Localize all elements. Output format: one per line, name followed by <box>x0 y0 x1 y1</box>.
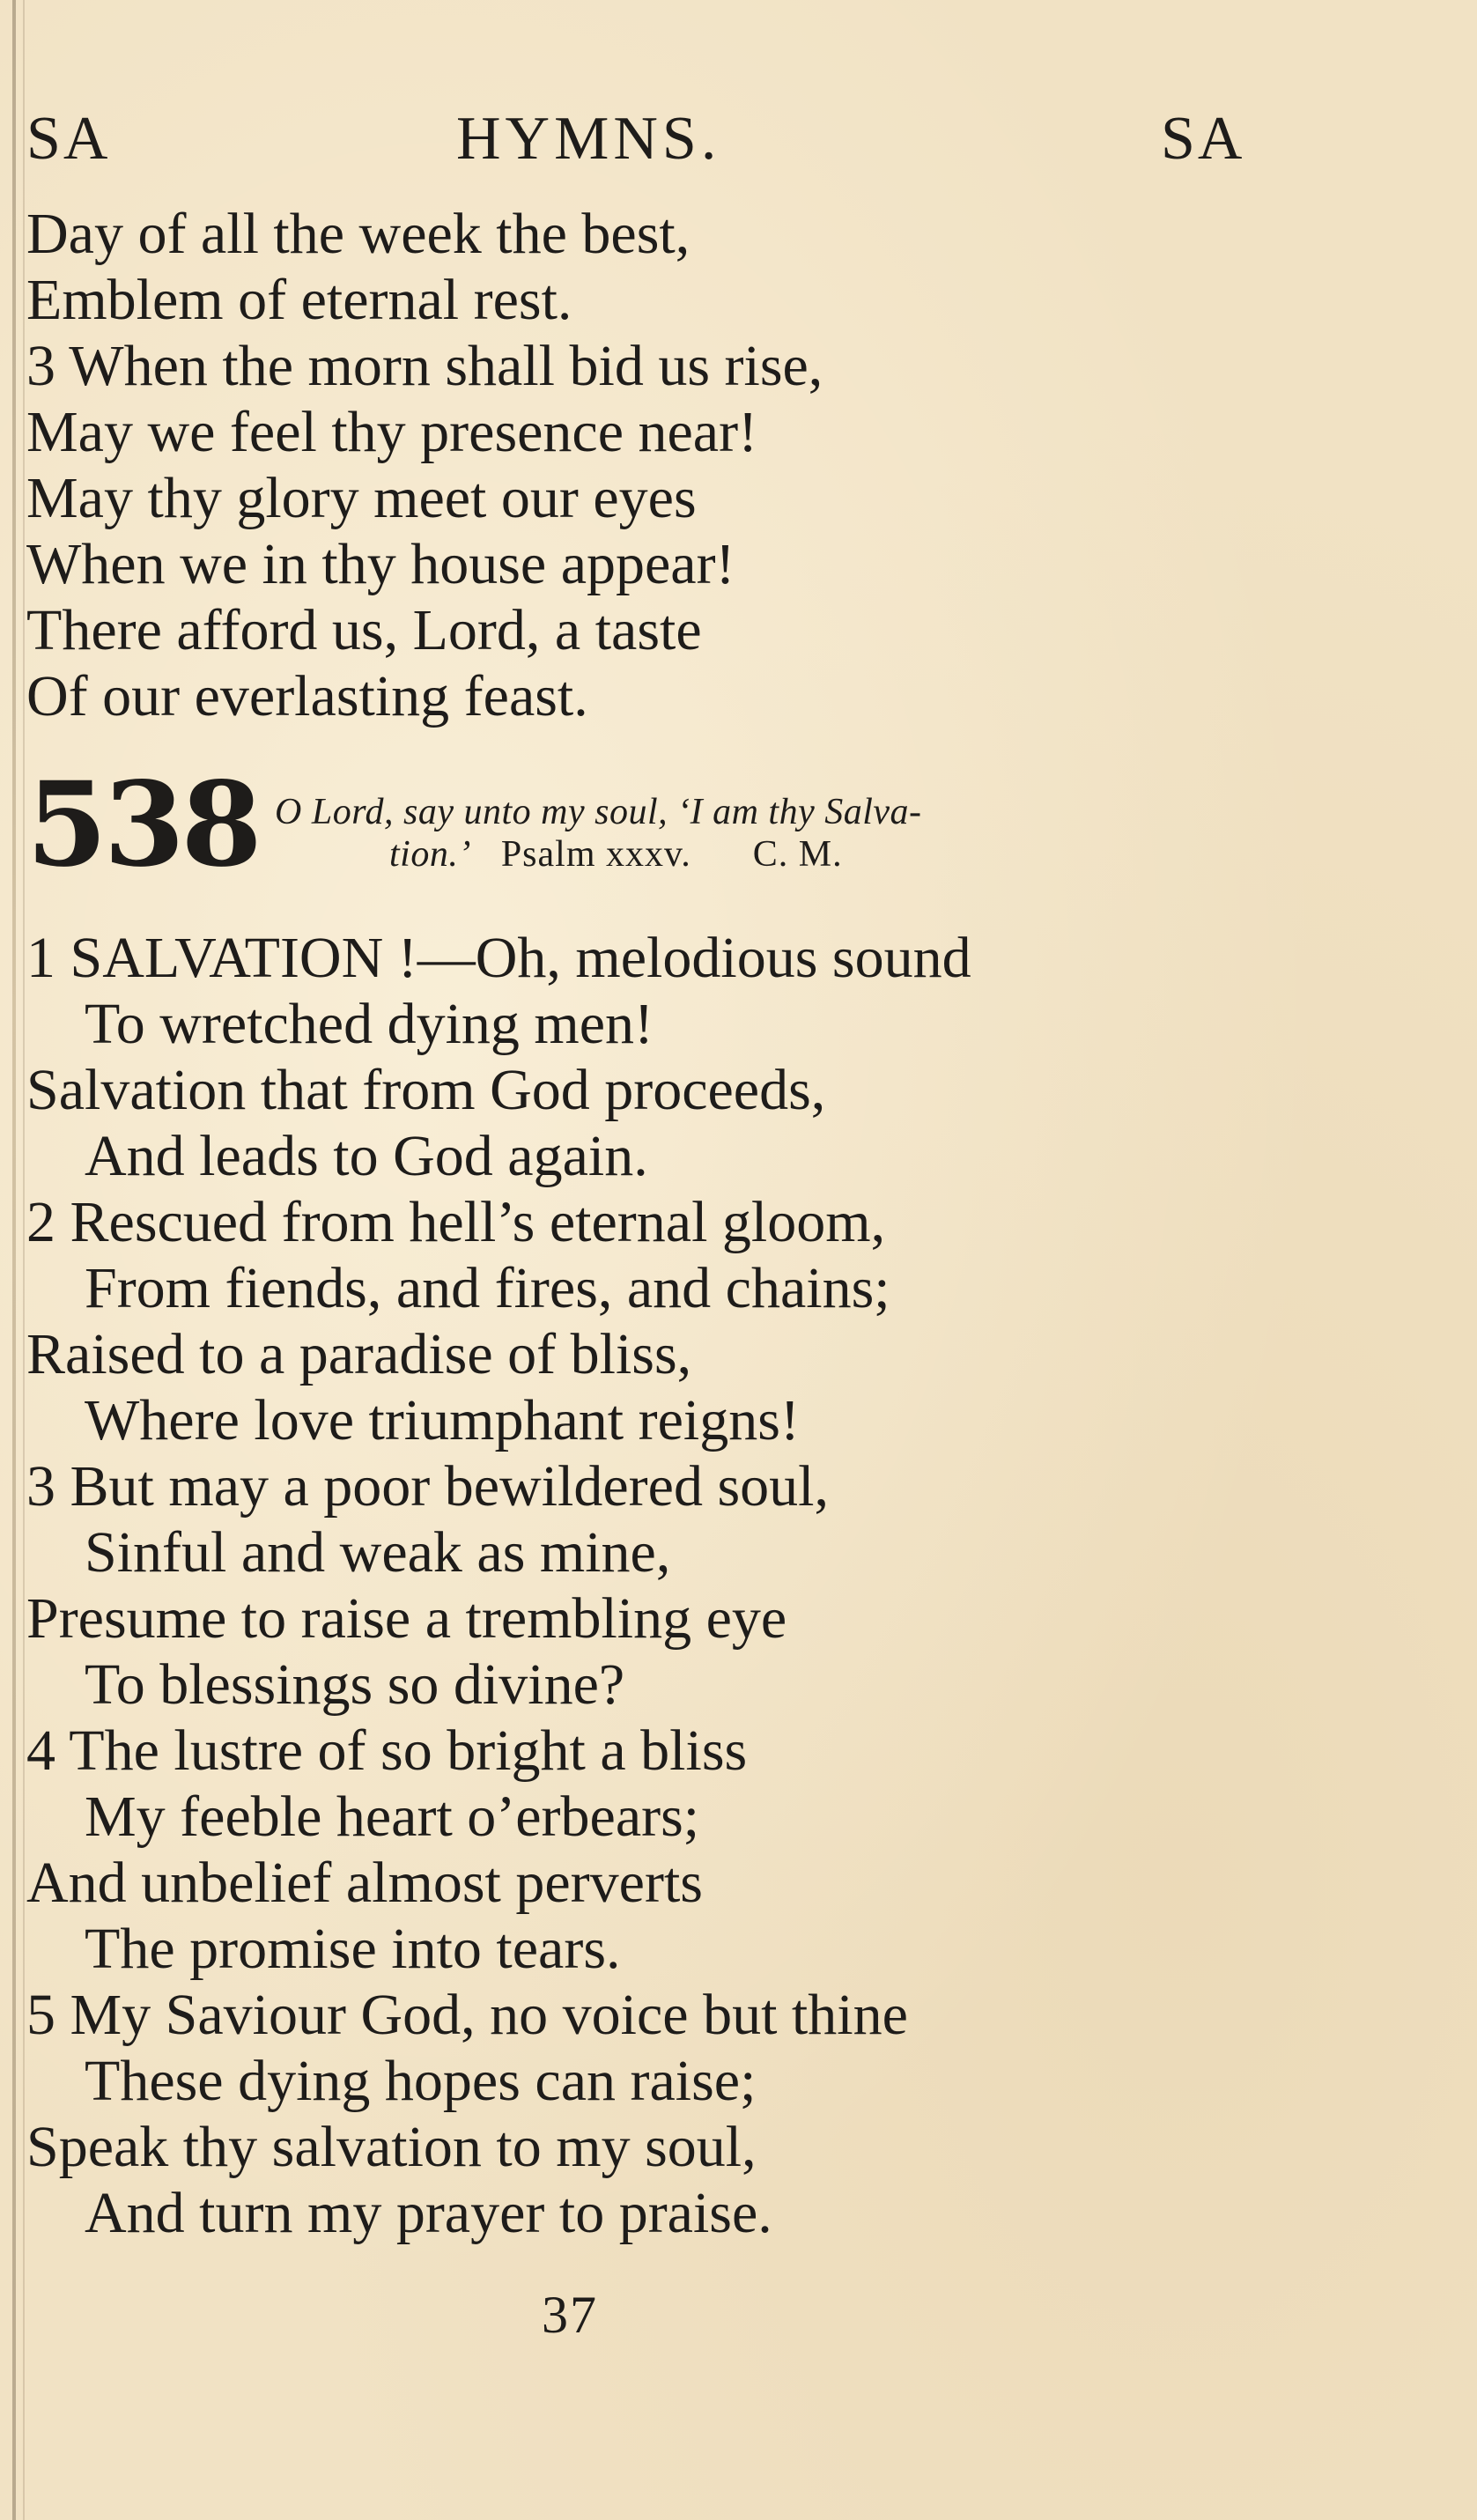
verse-line: My feeble heart o’erbears; <box>85 1785 700 1849</box>
verse-line: May we feel thy presence near! <box>26 400 758 464</box>
running-head-title: HYMNS. <box>456 105 721 173</box>
verse-line: There afford us, Lord, a taste <box>26 598 702 662</box>
verse-line: Of our everlasting feast. <box>26 664 588 728</box>
hymn-text <box>26 925 971 2246</box>
running-head-right: SA <box>1161 105 1245 173</box>
verse-line: 4 The lustre of so bright a bliss <box>26 1718 748 1783</box>
verse-line: And leads to God again. <box>85 1124 648 1188</box>
hymn-meter: C. M. <box>752 834 843 875</box>
verse-line: The promise into tears. <box>85 1917 621 1981</box>
binding-gutter <box>12 0 16 2520</box>
hymn-title-line-2: tion.’ <box>389 834 471 875</box>
page-number: 37 <box>542 2286 598 2344</box>
verse-line: Raised to a paradise of bliss, <box>26 1322 692 1386</box>
hymn-title <box>275 791 922 876</box>
verse-line: Sinful and weak as mine, <box>85 1520 671 1585</box>
verse-line: Where love triumphant reigns! <box>85 1388 800 1452</box>
verse-line: From fiends, and fires, and chains; <box>85 1256 890 1320</box>
verse-line: 3 But may a poor bewildered soul, <box>26 1454 829 1519</box>
hymn-heading <box>26 757 1277 898</box>
verse-line: These dying hopes can raise; <box>85 2049 757 2113</box>
verse-line: Emblem of eternal rest. <box>26 268 572 332</box>
running-head-left: SA <box>26 105 111 173</box>
previous-hymn-text <box>26 201 823 729</box>
verse-line: To wretched dying men! <box>85 992 654 1056</box>
verse-line: And turn my prayer to praise. <box>85 2181 772 2245</box>
verse-line: Presume to raise a trembling eye <box>26 1586 787 1651</box>
verse-line: When we in thy house appear! <box>26 532 735 596</box>
verse-line: 1 SALVATION !—Oh, melodious sound <box>26 926 971 990</box>
verse-line: Day of all the week the best, <box>26 202 690 266</box>
verse-line: To blessings so divine? <box>85 1652 625 1717</box>
verse-line: Speak thy salvation to my soul, <box>26 2115 757 2179</box>
verse-line: Salvation that from God proceeds, <box>26 1058 826 1122</box>
verse-line: 2 Rescued from hell’s eternal gloom, <box>26 1190 886 1254</box>
verse-line: 3 When the morn shall bid us rise, <box>26 334 823 398</box>
hymn-title-line-1: O Lord, say unto my soul, ‘I am thy Salva- <box>275 792 922 832</box>
hymn-number: 538 <box>26 757 259 893</box>
verse-line: 5 My Saviour God, no voice but thine <box>26 1983 908 2047</box>
scripture-reference: Psalm xxxv. <box>500 834 691 875</box>
verse-line: May thy glory meet our eyes <box>26 466 697 530</box>
binding-gutter-inner <box>23 0 25 2520</box>
verse-line: And unbelief almost perverts <box>26 1851 703 1915</box>
running-head <box>26 104 1259 183</box>
